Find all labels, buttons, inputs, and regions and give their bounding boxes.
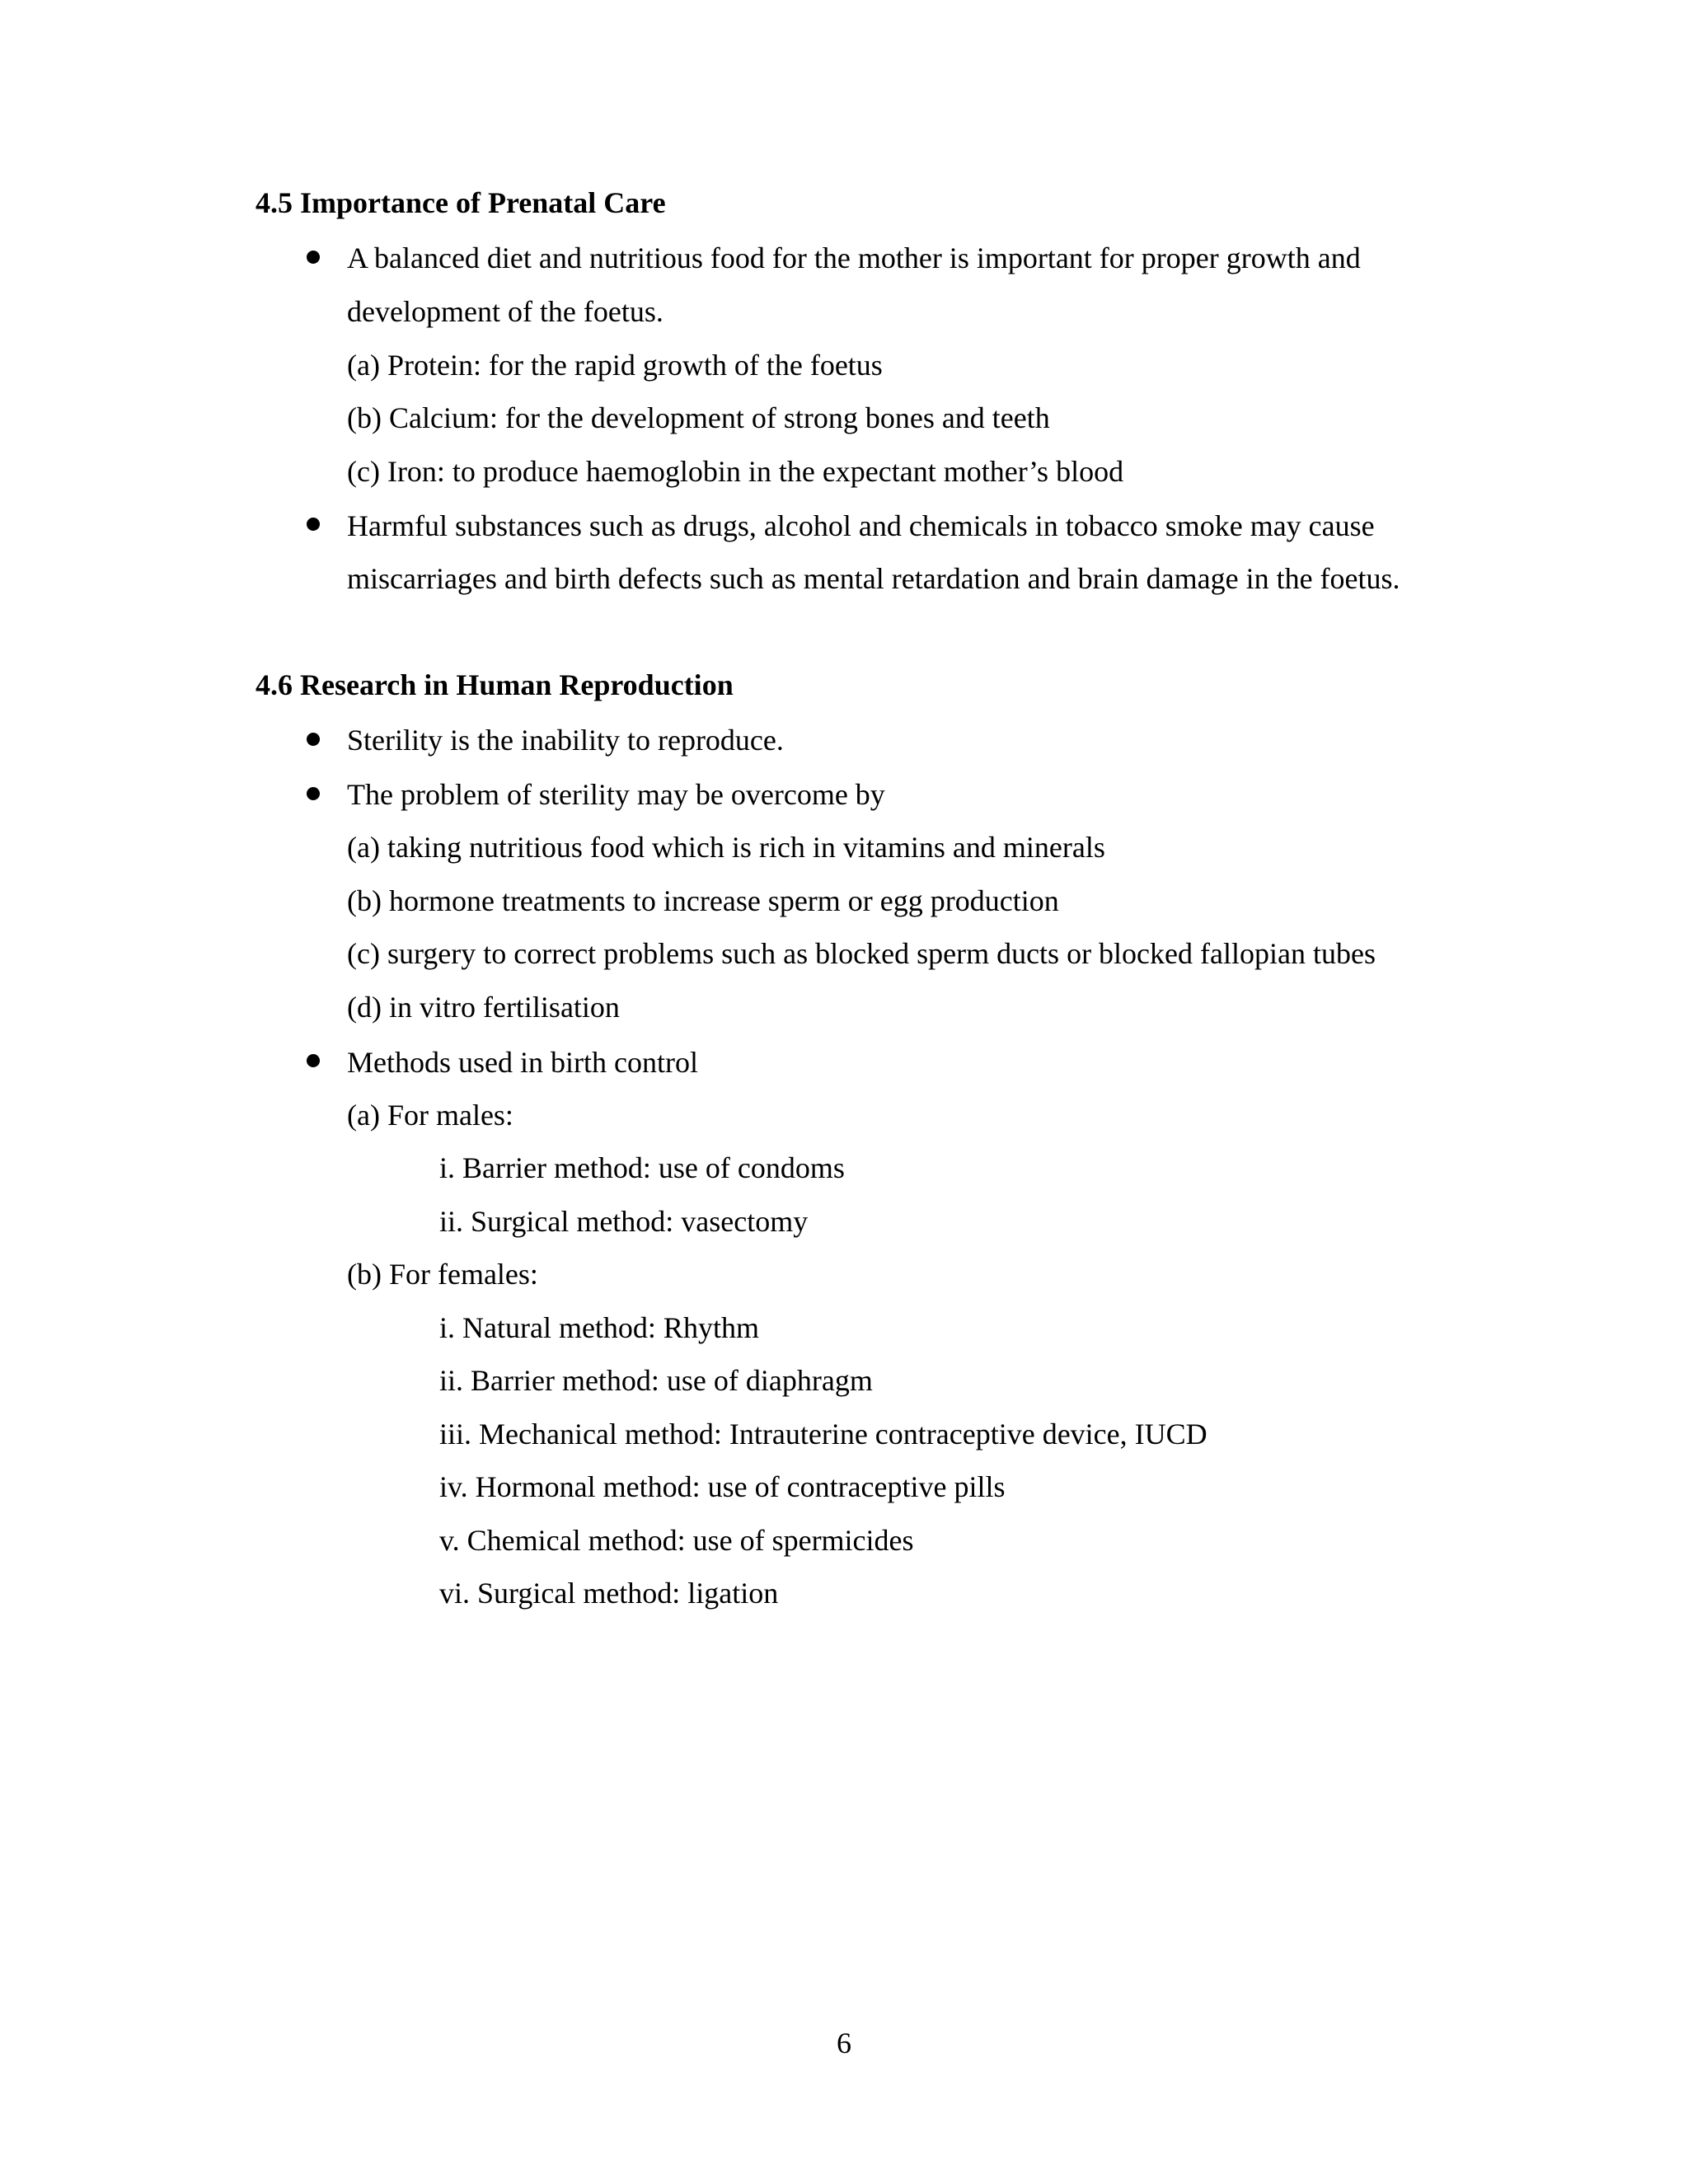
- list-item: (a) taking nutritious food which is rich in vitamins and minerals: [347, 831, 1105, 864]
- sub-list-item: i. Barrier method: use of condoms: [439, 1151, 845, 1184]
- bullet-text: A balanced diet and nutritious food for the mother is important for proper growth and: [347, 241, 1361, 274]
- sub-list-item: ii. Surgical method: vasectomy: [439, 1205, 809, 1238]
- sub-list-item: v. Chemical method: use of spermicides: [439, 1524, 914, 1557]
- list-item: (c) surgery to correct problems such as blocked sperm ducts or blocked fallopian tubes: [347, 937, 1376, 970]
- page-number: 6: [837, 2027, 851, 2060]
- bullet-text: Methods used in birth control: [347, 1046, 698, 1079]
- list-item: (a) Protein: for the rapid growth of the foetus: [347, 349, 883, 382]
- bullet-text-continuation: miscarriages and birth defects such as mental retardation and brain damage in the foetus.: [347, 562, 1400, 595]
- sub-list-item: iii. Mechanical method: Intrauterine contraceptive device, IUCD: [439, 1418, 1207, 1451]
- sub-list-label: (b) For females:: [347, 1258, 538, 1291]
- list-item: (d) in vitro fertilisation: [347, 991, 620, 1024]
- section-heading-4-5: 4.5 Importance of Prenatal Care: [256, 186, 666, 219]
- section-heading-4-6: 4.6 Research in Human Reproduction: [256, 668, 734, 701]
- sub-list-item: i. Natural method: Rhythm: [439, 1311, 759, 1344]
- sub-list-item: vi. Surgical method: ligation: [439, 1577, 779, 1610]
- bullet-text: Harmful substances such as drugs, alcohol and chemicals in tobacco smoke may cause: [347, 509, 1375, 542]
- bullet-dot: [307, 518, 320, 531]
- sub-list-item: iv. Hormonal method: use of contraceptive pills: [439, 1470, 1006, 1503]
- bullet-text: Sterility is the inability to reproduce.: [347, 724, 784, 757]
- bullet-dot: [307, 787, 320, 800]
- bullet-dot: [307, 733, 320, 746]
- list-item: (c) Iron: to produce haemoglobin in the expectant mother’s blood: [347, 455, 1124, 488]
- bullet-dot: [307, 251, 320, 264]
- bullet-text: The problem of sterility may be overcome by: [347, 778, 885, 811]
- list-item: (b) Calcium: for the development of strong bones and teeth: [347, 401, 1050, 434]
- list-item: (b) hormone treatments to increase sperm or egg production: [347, 884, 1059, 917]
- sub-list-item: ii. Barrier method: use of diaphragm: [439, 1364, 873, 1397]
- sub-list-label: (a) For males:: [347, 1099, 513, 1132]
- bullet-dot: [307, 1054, 320, 1067]
- bullet-text-continuation: development of the foetus.: [347, 295, 663, 328]
